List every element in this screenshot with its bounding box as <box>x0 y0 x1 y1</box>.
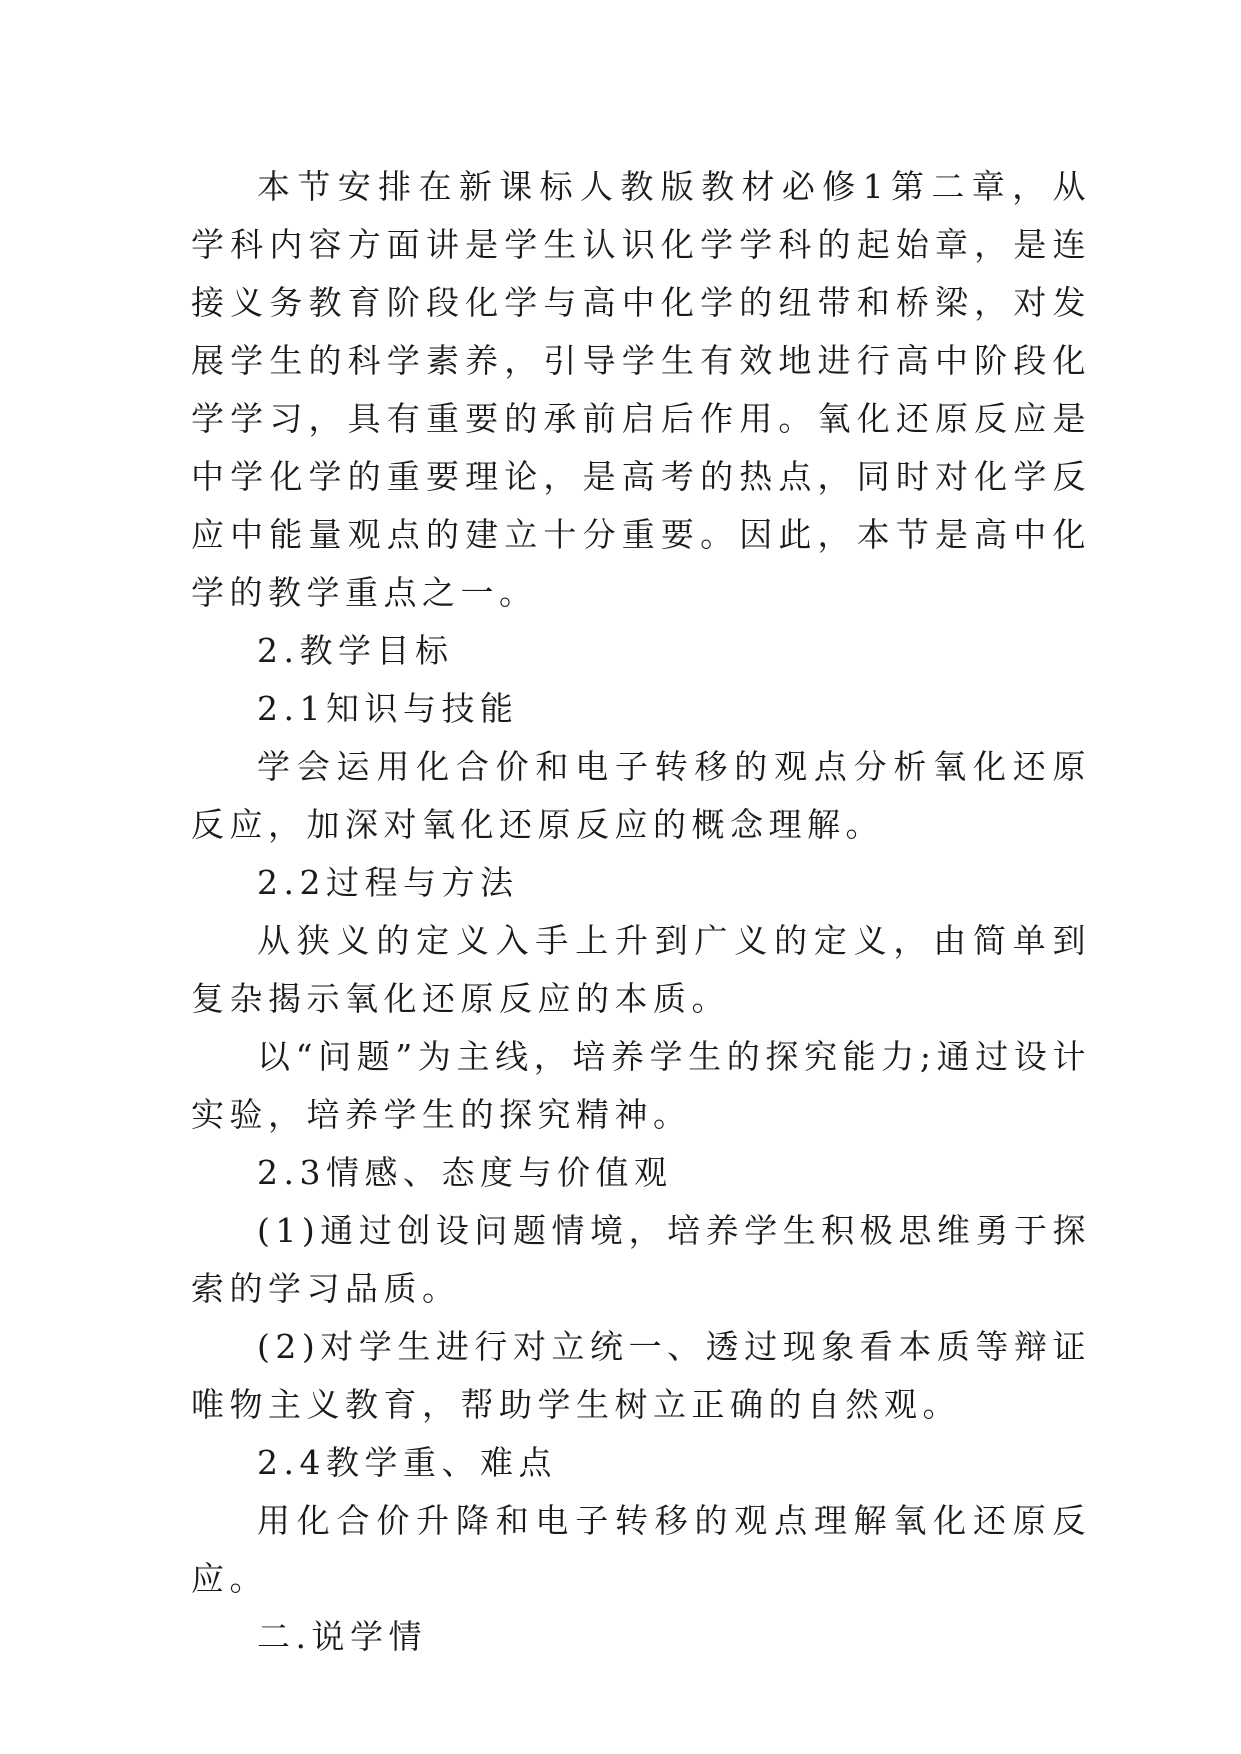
process-method-paragraph-2: 以“问题”为主线，培养学生的探究能力;通过设计实验，培养学生的探究精神。 <box>191 1037 1091 1134</box>
section-heading-student-analysis: 二.说学情 <box>257 1617 427 1656</box>
document-body <box>191 158 1091 1666</box>
emotion-values-item-2: (2)对学生进行对立统一、透过现象看本质等辩证唯物主义教育，帮助学生树立正确的自然观。 <box>191 1327 1091 1424</box>
key-points-paragraph: 用化合价升降和电子转移的观点理解氧化还原反应。 <box>191 1501 1091 1598</box>
knowledge-skills-paragraph: 学会运用化合价和电子转移的观点分析氧化还原反应，加深对氧化还原反应的概念理解。 <box>191 747 1091 844</box>
intro-paragraph: 本节安排在新课标人教版教材必修1第二章，从学科内容方面讲是学生认识化学学科的起始章，是连接义务教育阶段化学与高中化学的纽带和桥梁，对发展学生的科学素养，引导学生有效地进行高中阶段化学学习，具有重要的承前启后作用。氧化还原反应是中学化学的重要理论，是高考的热点，同时对化学反应中能量观点的建立十分重要。因此，本节是高中化学的教学重点之一。 <box>191 167 1091 612</box>
subsection-heading-key-points: 2.4教学重、难点 <box>257 1443 557 1482</box>
emotion-values-item-1: (1)通过创设问题情境，培养学生积极思维勇于探索的学习品质。 <box>191 1211 1091 1308</box>
subsection-heading-process-method: 2.2过程与方法 <box>257 863 519 902</box>
process-method-paragraph-1: 从狭义的定义入手上升到广义的定义，由简单到复杂揭示氧化还原反应的本质。 <box>191 921 1091 1018</box>
subsection-heading-emotion-values: 2.3情感、态度与价值观 <box>257 1153 673 1192</box>
section-heading-teaching-goals: 2.教学目标 <box>257 631 454 670</box>
subsection-heading-knowledge-skills: 2.1知识与技能 <box>257 689 519 728</box>
